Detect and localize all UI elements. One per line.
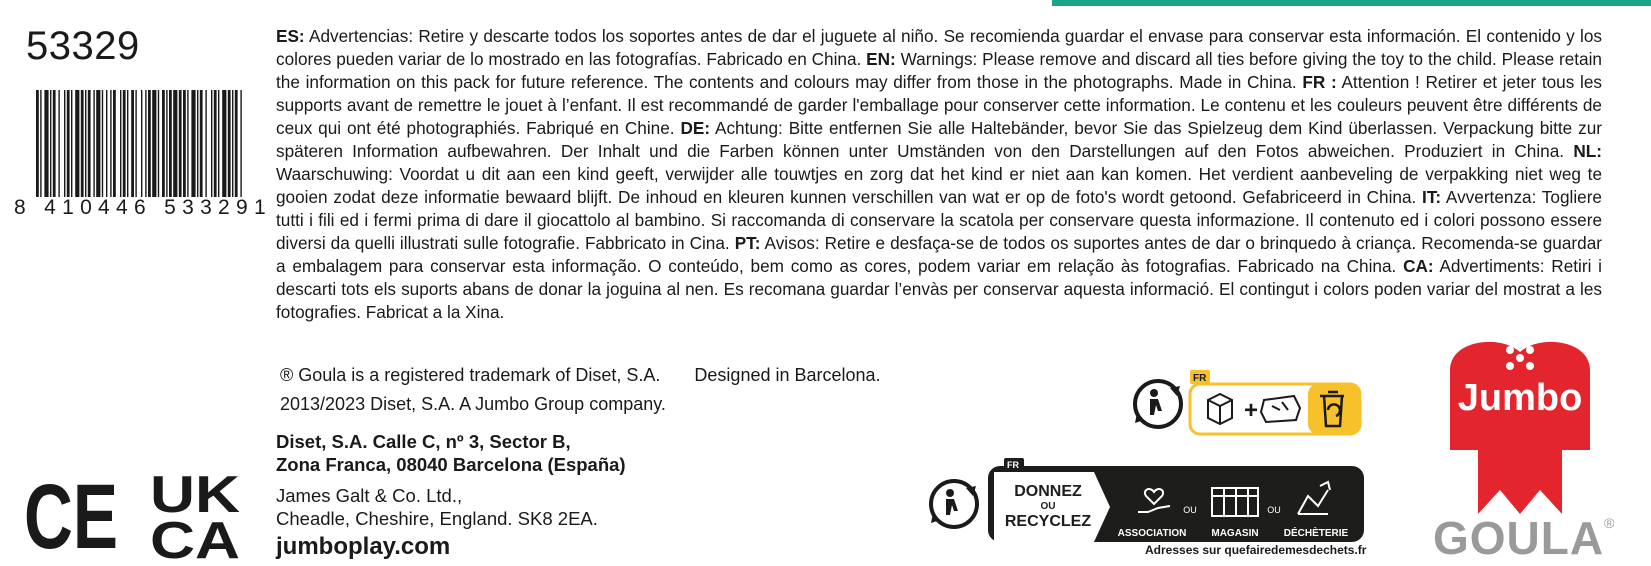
uk-address-line-2: Cheadle, Cheshire, England. SK8 2EA. (276, 508, 598, 529)
barcode-bar (158, 90, 159, 197)
barcode-bar (191, 90, 195, 197)
barcode-bar (197, 90, 198, 197)
barcode-bar (141, 90, 142, 197)
barcode-bar (228, 90, 231, 197)
barcode-bar (110, 90, 111, 197)
barcode-bar (81, 90, 84, 197)
address-line-1: Diset, S.A. Calle C, nº 3, Sector B, (276, 431, 571, 452)
barcode-bar (106, 90, 107, 197)
warning-code-fr: FR : (1302, 72, 1337, 92)
legal-trademark-line (280, 365, 881, 386)
barcode-bar (127, 90, 128, 197)
barcode-bar (113, 90, 116, 197)
barcode-bar (93, 90, 94, 197)
barcode-bar (173, 90, 177, 197)
barcode-bar (148, 90, 151, 197)
barcode-bar (67, 90, 70, 197)
barcode-bar (145, 90, 146, 197)
warning-text-nl: Waarschuwing: Voordat u dit aan een kind geeft, verwijder alle touwtjes en zorg dat het kind er niet aan kan komen. Het verdient aanbeveling de verpakking niet weg te gooien zodat deze informatie bewaard blijft. De inhoud en kleuren kunnen verschillen van wat er op de foto's wordt getoond. Gefabriceerd in China. (276, 164, 1602, 207)
article-number: 53329 (26, 24, 140, 68)
barcode-bar (64, 90, 65, 197)
designed-text: Designed in Barcelona. (694, 365, 881, 385)
copyright-text: 2013/2023 Diset, S.A. A Jumbo Group company. (280, 394, 666, 414)
warnings-text (276, 25, 1602, 324)
recyclez-text: RECYCLEZ (1004, 513, 1092, 530)
plus-sign: + (1244, 397, 1259, 424)
barcode-bar (200, 90, 203, 197)
barcode-bar (123, 90, 126, 197)
warning-code-ca: CA: (1403, 256, 1434, 276)
warning-text-de: Achtung: Bitte entfernen Sie alle Haltebänder, bevor Sie das Spielzeug dem Kind überlassen. Verpackung bitte zur späteren Information aufbewahren. Der Inhalt und die Farben können unter Umständen von den Darstellungen auf den Fotos abweichen. Produziert in China. (276, 118, 1602, 161)
barcode-bar (222, 90, 226, 197)
warning-text-es: Advertencias: Retire y descarte todos los soportes antes de dar el juguete al niño. Se recomienda guardar el envase para conservar esta información. El contenido y los colores pueden variar de lo mostrado en las fotografías. Fabricado en China. (276, 26, 1602, 69)
barcode-bar (44, 90, 48, 197)
top-accent-bar (1052, 0, 1651, 6)
barcode-bar (131, 90, 134, 197)
barcode-bar (169, 90, 172, 197)
barcode-bar (120, 90, 121, 197)
warning-code-nl: NL: (1573, 141, 1602, 161)
barcode-bar (240, 90, 241, 197)
warning-code-pt: PT: (734, 233, 761, 253)
fr-tag-text-2: FR (1007, 460, 1019, 470)
goula-text: GOULA (1433, 512, 1605, 564)
barcode-bar (102, 90, 103, 197)
barcode-bar (85, 90, 86, 197)
donnez-recyclez-banner (986, 458, 1366, 544)
ukca-top-text: UK (150, 466, 241, 524)
website-link[interactable]: jumboplay.com (276, 533, 451, 560)
warning-code-it: IT: (1422, 187, 1442, 207)
uk-address-line-1: James Galt & Co. Ltd., (276, 485, 463, 506)
recycling-info-panel (1188, 370, 1362, 436)
triman-icon (1130, 376, 1190, 432)
barcode-bar (211, 90, 212, 197)
manufacturer-address (276, 430, 626, 476)
barcode-bar (50, 90, 51, 197)
barcode-bar (218, 90, 219, 197)
decheterie-label: DÉCHÈTERIE (1283, 528, 1349, 539)
warning-code-de: DE: (680, 118, 711, 138)
ce-mark-icon (24, 466, 119, 566)
address-line-2: Zona Franca, 08040 Barcelona (España) (276, 454, 626, 475)
barcode-bar (183, 90, 186, 197)
goula-logo (1433, 511, 1615, 565)
jumbo-elephant-logo (1430, 330, 1610, 514)
barcode-bar (58, 90, 59, 197)
barcode-digits: 8 410446 533291 (14, 196, 272, 219)
barcode (36, 90, 243, 197)
donnez-text: DONNEZ (1014, 483, 1082, 500)
warning-text-fr: Attention ! Retirer et jeter tous les supports avant de remettre le jouet à l’enfant. Il est recommandé de garder l'emballage pour conserver cette information. Le contenu et les couleurs peuvent être différents de ceux qui ont été photographiés. Fabriqué en Chine. (276, 72, 1602, 138)
warning-text-ca: Advertiments: Retiri i descarti tots els suports abans de donar la joguina al nen. Es recomana guardar l’envàs per conservar aquesta informació. El contingut i colors poden variar del mostrat a les fotografies. Fabricat a la Xina. (276, 256, 1603, 322)
uk-importer-address (276, 484, 598, 530)
barcode-bar (166, 90, 167, 197)
fr-tag-text: FR (1193, 373, 1207, 384)
ce-mark-text: CE (24, 466, 118, 566)
barcode-bar (36, 90, 39, 197)
triman-icon-2 (926, 476, 986, 532)
barcode-bar (179, 90, 182, 197)
elephant-body (1450, 342, 1590, 514)
barcode-bar (75, 90, 79, 197)
ukca-bottom-text: CA (150, 512, 240, 566)
recycling-address-text: Adresses sur quefairedemesdechets.fr (1145, 543, 1367, 557)
goula-registered-mark: ® (1604, 515, 1616, 531)
magasin-label: MAGASIN (1211, 528, 1259, 539)
warning-text-it: Avvertenza: Togliere tutti i fili ed i fermi prima di dare il giocattolo al bambino. Si raccomanda di conservare la scatola per conservare questa informazione. Il contenuto ed i colori possono essere diversi da quelli illustrati sulle fotografie. Fabbricato in Cina. (276, 187, 1602, 253)
barcode-bar (135, 90, 136, 197)
barcode-bar (232, 90, 233, 197)
barcode-bar (40, 90, 41, 197)
association-label: ASSOCIATION (1117, 528, 1187, 539)
barcode-bar (235, 90, 238, 197)
jumbo-text: Jumbo (1457, 377, 1583, 419)
warning-code-en: EN: (866, 49, 896, 69)
barcode-bar (152, 90, 156, 197)
barcode-bar (205, 90, 206, 197)
ou-separator-1: OU (1183, 505, 1197, 515)
barcode-bar (96, 90, 100, 197)
warning-text-pt: Avisos: Retire e desfaça-se de todos os suportes antes de dar o brinquedo à criança. Recomenda-se guardar a embalagem para conservar esta informação. O conteúdo, bem como as cores, podem variar em relação às fotografias. Fabricado na China. (276, 233, 1602, 276)
warning-text-en: Warnings: Please remove and discard all ties before giving the toy to the child. Please retain the information on this pack for future reference. The contents and colours may differ from those in the photographs. Made in China. (276, 49, 1602, 92)
barcode-bar (88, 90, 91, 197)
barcode-bar (53, 90, 56, 197)
barcode-bar (162, 90, 165, 197)
barcode-bar (187, 90, 188, 197)
trademark-text: ® Goula is a registered trademark of Diset, S.A. (280, 365, 661, 385)
ukca-mark-icon (150, 466, 242, 566)
ou-separator-2: OU (1267, 505, 1281, 515)
ou-small-text: OU (1040, 501, 1056, 512)
barcode-bar (71, 90, 72, 197)
warning-code-es: ES: (276, 26, 305, 46)
barcode-bar (214, 90, 217, 197)
